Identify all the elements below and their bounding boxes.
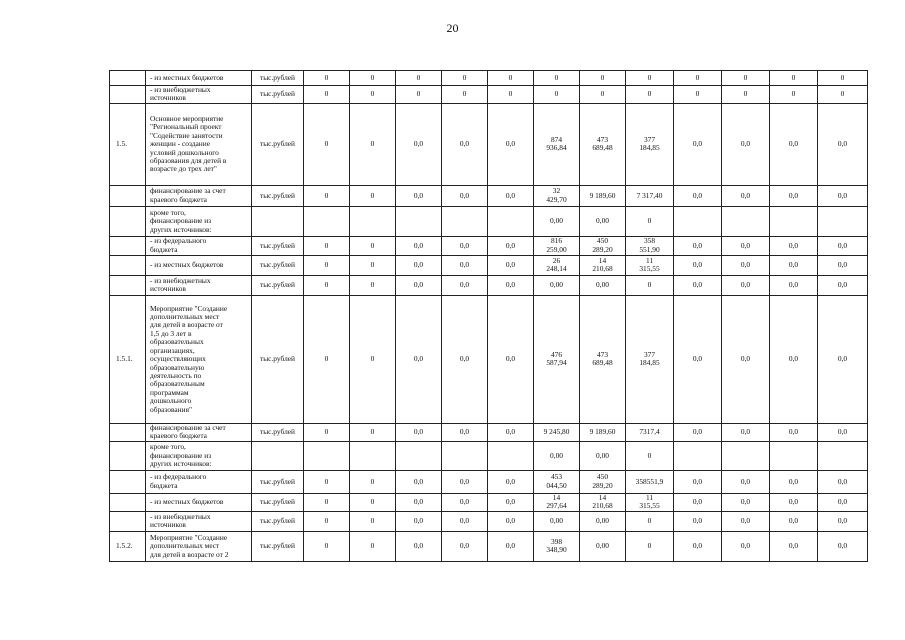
value-cell: 0,0 <box>442 511 488 531</box>
value-cell: 358551,9 <box>626 470 674 493</box>
value-cell: 0 <box>626 206 674 236</box>
value-cell: 0 <box>350 470 396 493</box>
value-cell: 11 315,55 <box>626 255 674 275</box>
budget-table <box>109 70 868 562</box>
value-cell: 0,00 <box>534 511 580 531</box>
value-cell: 358 551,90 <box>626 236 674 255</box>
row-number-cell <box>110 71 146 86</box>
value-cell: 0 <box>626 71 674 86</box>
value-cell: 7317,4 <box>626 423 674 441</box>
row-number-cell: 1.5.2. <box>110 531 146 561</box>
value-cell: 0,0 <box>818 493 868 511</box>
value-cell: 0 <box>350 255 396 275</box>
value-cell: 0 <box>818 71 868 86</box>
value-cell: 0 <box>304 236 350 255</box>
value-cell: 0 <box>626 275 674 295</box>
value-cell: 0,0 <box>722 531 770 561</box>
value-cell <box>442 206 488 236</box>
unit-cell: тыс.рублей <box>252 236 304 255</box>
value-cell: 0 <box>626 531 674 561</box>
value-cell: 0 <box>350 511 396 531</box>
table-row <box>110 255 868 275</box>
value-cell: 0 <box>304 531 350 561</box>
page-number: 20 <box>446 21 459 35</box>
value-cell <box>674 206 722 236</box>
value-cell: 0,0 <box>722 493 770 511</box>
value-cell: 0 <box>350 531 396 561</box>
value-cell: 0,0 <box>488 185 534 206</box>
value-cell: 0,0 <box>396 255 442 275</box>
value-cell: 0,0 <box>488 511 534 531</box>
value-cell: 0 <box>350 275 396 295</box>
value-cell: 0,0 <box>770 275 818 295</box>
value-cell: 0,0 <box>488 103 534 185</box>
value-cell: 0,0 <box>818 423 868 441</box>
value-cell: 9 189,60 <box>580 423 626 441</box>
value-cell <box>722 206 770 236</box>
row-number-cell <box>110 275 146 295</box>
value-cell: 0,0 <box>488 470 534 493</box>
unit-cell: тыс.рублей <box>252 511 304 531</box>
value-cell: 0,00 <box>580 511 626 531</box>
row-name-cell: - из внебюджетных источников <box>146 275 252 295</box>
value-cell <box>674 441 722 470</box>
value-cell: 0 <box>304 511 350 531</box>
table-row <box>110 493 868 511</box>
value-cell: 0,0 <box>722 185 770 206</box>
value-cell: 0 <box>442 86 488 104</box>
row-name-cell: - из местных бюджетов <box>146 255 252 275</box>
value-cell: 0 <box>304 493 350 511</box>
value-cell: 0 <box>722 86 770 104</box>
value-cell: 0,0 <box>818 531 868 561</box>
unit-cell: тыс.рублей <box>252 531 304 561</box>
row-name-cell: кроме того, финансирование из других источников: <box>146 206 252 236</box>
value-cell: 450 289,20 <box>580 236 626 255</box>
table-row <box>110 441 868 470</box>
value-cell: 0 <box>626 441 674 470</box>
value-cell: 0 <box>304 470 350 493</box>
row-number-cell <box>110 493 146 511</box>
value-cell: 9 245,80 <box>534 423 580 441</box>
value-cell: 0,0 <box>818 236 868 255</box>
row-name-cell: Мероприятие "Создание дополнительных мест для детей в возрасте от 1,5 до 3 лет в образовательных организациях, осуществляющих образовательную деятельность по образовательным программам дошкольного образования" <box>146 295 252 423</box>
value-cell: 0,0 <box>770 185 818 206</box>
row-name-cell: кроме того, финансирование из других источников: <box>146 441 252 470</box>
value-cell <box>396 206 442 236</box>
value-cell: 0 <box>770 86 818 104</box>
value-cell: 0,0 <box>770 511 818 531</box>
row-name-cell: - из федерального бюджета <box>146 470 252 493</box>
value-cell: 0 <box>350 103 396 185</box>
value-cell <box>488 441 534 470</box>
value-cell: 0,0 <box>396 103 442 185</box>
row-number-cell: 1.5.1. <box>110 295 146 423</box>
value-cell: 0,00 <box>580 441 626 470</box>
value-cell: 11 315,55 <box>626 493 674 511</box>
value-cell: 450 289,20 <box>580 470 626 493</box>
value-cell <box>350 441 396 470</box>
value-cell: 0 <box>304 86 350 104</box>
table-row <box>110 275 868 295</box>
value-cell: 0,0 <box>674 493 722 511</box>
value-cell: 0 <box>304 185 350 206</box>
value-cell: 0 <box>350 423 396 441</box>
value-cell: 0 <box>304 295 350 423</box>
value-cell: 0,0 <box>442 470 488 493</box>
value-cell: 0,0 <box>674 103 722 185</box>
value-cell: 14 210,68 <box>580 493 626 511</box>
row-number-cell <box>110 470 146 493</box>
value-cell: 0 <box>674 71 722 86</box>
unit-cell: тыс.рублей <box>252 103 304 185</box>
table-row <box>110 71 868 86</box>
row-name-cell: - из местных бюджетов <box>146 71 252 86</box>
value-cell: 0,0 <box>488 493 534 511</box>
value-cell: 0 <box>770 71 818 86</box>
value-cell: 0,0 <box>674 511 722 531</box>
row-number-cell <box>110 185 146 206</box>
value-cell: 14 210,68 <box>580 255 626 275</box>
value-cell: 0 <box>396 71 442 86</box>
value-cell <box>818 206 868 236</box>
value-cell: 0 <box>488 71 534 86</box>
table-row <box>110 511 868 531</box>
value-cell: 0 <box>674 86 722 104</box>
value-cell: 473 689,48 <box>580 103 626 185</box>
value-cell: 0,0 <box>442 236 488 255</box>
value-cell: 0,0 <box>770 470 818 493</box>
unit-cell: тыс.рублей <box>252 470 304 493</box>
value-cell: 0,0 <box>488 275 534 295</box>
table-row <box>110 103 868 185</box>
value-cell: 0,0 <box>722 255 770 275</box>
value-cell: 0,0 <box>722 423 770 441</box>
value-cell: 0,0 <box>488 255 534 275</box>
value-cell: 9 189,60 <box>580 185 626 206</box>
value-cell: 26 248,14 <box>534 255 580 275</box>
value-cell <box>350 206 396 236</box>
value-cell: 0,0 <box>396 470 442 493</box>
value-cell: 0,0 <box>722 295 770 423</box>
value-cell: 0,0 <box>396 236 442 255</box>
value-cell: 0 <box>534 71 580 86</box>
table-row <box>110 236 868 255</box>
value-cell: 0 <box>304 103 350 185</box>
value-cell: 0 <box>442 71 488 86</box>
value-cell: 0,0 <box>770 531 818 561</box>
table-row <box>110 295 868 423</box>
row-number-cell <box>110 236 146 255</box>
value-cell: 0 <box>818 86 868 104</box>
value-cell: 0,0 <box>770 493 818 511</box>
value-cell <box>770 441 818 470</box>
unit-cell: тыс.рублей <box>252 185 304 206</box>
value-cell: 0,0 <box>722 511 770 531</box>
value-cell: 0,0 <box>674 295 722 423</box>
value-cell: 0,0 <box>396 423 442 441</box>
value-cell: 0,0 <box>722 470 770 493</box>
value-cell: 0,0 <box>674 531 722 561</box>
row-number-cell <box>110 511 146 531</box>
value-cell: 0 <box>350 71 396 86</box>
value-cell <box>442 441 488 470</box>
value-cell: 0,0 <box>722 236 770 255</box>
value-cell: 7 317,40 <box>626 185 674 206</box>
value-cell <box>722 441 770 470</box>
table-row <box>110 185 868 206</box>
value-cell <box>488 206 534 236</box>
value-cell: 0,00 <box>534 275 580 295</box>
value-cell: 0,0 <box>770 236 818 255</box>
unit-cell: тыс.рублей <box>252 493 304 511</box>
value-cell <box>396 441 442 470</box>
unit-cell: тыс.рублей <box>252 71 304 86</box>
value-cell: 0,0 <box>770 103 818 185</box>
value-cell: 32 429,70 <box>534 185 580 206</box>
value-cell: 0,0 <box>818 470 868 493</box>
value-cell: 0,0 <box>396 295 442 423</box>
value-cell: 0 <box>304 275 350 295</box>
value-cell: 0,0 <box>818 511 868 531</box>
value-cell: 0,00 <box>534 206 580 236</box>
value-cell: 0,0 <box>442 255 488 275</box>
table-row <box>110 206 868 236</box>
value-cell: 816 259,00 <box>534 236 580 255</box>
value-cell: 0,0 <box>488 236 534 255</box>
value-cell: 0,0 <box>396 275 442 295</box>
value-cell: 0,0 <box>488 531 534 561</box>
value-cell: 0,0 <box>488 295 534 423</box>
row-name-cell: - из внебюджетных источников <box>146 511 252 531</box>
value-cell: 14 297,64 <box>534 493 580 511</box>
value-cell: 0,0 <box>770 295 818 423</box>
value-cell: 0,0 <box>442 295 488 423</box>
value-cell: 0 <box>580 71 626 86</box>
value-cell: 453 044,50 <box>534 470 580 493</box>
row-number-cell <box>110 86 146 104</box>
value-cell: 0,0 <box>818 255 868 275</box>
value-cell: 0 <box>534 86 580 104</box>
value-cell: 0,0 <box>674 423 722 441</box>
value-cell: 0,0 <box>442 185 488 206</box>
value-cell: 0 <box>350 493 396 511</box>
value-cell: 476 587,94 <box>534 295 580 423</box>
value-cell: 473 689,48 <box>580 295 626 423</box>
value-cell: 0,00 <box>534 441 580 470</box>
row-number-cell <box>110 206 146 236</box>
value-cell: 0,0 <box>442 531 488 561</box>
value-cell: 0,0 <box>674 185 722 206</box>
row-number-cell <box>110 441 146 470</box>
value-cell: 0,0 <box>674 275 722 295</box>
value-cell: 0 <box>580 86 626 104</box>
row-name-cell: Основное мероприятие "Региональный проект "Содействие занятости женщин - создание условий дошкольного образования для детей в возрасте до трех лет" <box>146 103 252 185</box>
value-cell: 0 <box>722 71 770 86</box>
value-cell: 0,0 <box>770 255 818 275</box>
unit-cell: тыс.рублей <box>252 86 304 104</box>
value-cell: 0,0 <box>396 531 442 561</box>
value-cell: 0,0 <box>442 275 488 295</box>
value-cell: 377 184,85 <box>626 103 674 185</box>
value-cell: 0 <box>350 236 396 255</box>
value-cell: 0 <box>304 71 350 86</box>
value-cell: 0,0 <box>396 185 442 206</box>
value-cell: 0,0 <box>770 423 818 441</box>
value-cell: 0,0 <box>674 470 722 493</box>
value-cell: 0,0 <box>396 511 442 531</box>
unit-cell <box>252 441 304 470</box>
row-name-cell: Мероприятие "Создание дополнительных мест для детей в возрасте от 2 <box>146 531 252 561</box>
value-cell: 0 <box>304 255 350 275</box>
value-cell <box>304 441 350 470</box>
row-number-cell <box>110 255 146 275</box>
row-name-cell: - из внебюджетных источников <box>146 86 252 104</box>
value-cell: 0,0 <box>722 103 770 185</box>
value-cell: 0 <box>350 86 396 104</box>
table-row <box>110 531 868 561</box>
table-row <box>110 470 868 493</box>
value-cell: 377 184,85 <box>626 295 674 423</box>
value-cell: 398 348,90 <box>534 531 580 561</box>
value-cell: 874 936,84 <box>534 103 580 185</box>
value-cell: 0 <box>488 86 534 104</box>
row-name-cell: финансирование за счет краевого бюджета <box>146 423 252 441</box>
value-cell: 0,00 <box>580 531 626 561</box>
row-name-cell: - из федерального бюджета <box>146 236 252 255</box>
value-cell: 0,00 <box>580 275 626 295</box>
value-cell <box>818 441 868 470</box>
table-row <box>110 86 868 104</box>
table-row <box>110 423 868 441</box>
value-cell: 0,0 <box>396 493 442 511</box>
value-cell: 0,0 <box>818 185 868 206</box>
value-cell: 0,0 <box>674 236 722 255</box>
row-number-cell <box>110 423 146 441</box>
value-cell: 0,0 <box>442 423 488 441</box>
value-cell: 0,00 <box>580 206 626 236</box>
value-cell: 0,0 <box>488 423 534 441</box>
value-cell: 0,0 <box>818 295 868 423</box>
value-cell: 0 <box>350 295 396 423</box>
value-cell: 0 <box>304 423 350 441</box>
value-cell: 0,0 <box>442 493 488 511</box>
value-cell: 0 <box>626 86 674 104</box>
unit-cell: тыс.рублей <box>252 423 304 441</box>
value-cell: 0 <box>626 511 674 531</box>
row-name-cell: - из местных бюджетов <box>146 493 252 511</box>
unit-cell: тыс.рублей <box>252 275 304 295</box>
value-cell <box>770 206 818 236</box>
unit-cell: тыс.рублей <box>252 295 304 423</box>
unit-cell: тыс.рублей <box>252 255 304 275</box>
row-name-cell: финансирование за счет краевого бюджета <box>146 185 252 206</box>
value-cell: 0,0 <box>818 275 868 295</box>
value-cell: 0 <box>396 86 442 104</box>
unit-cell <box>252 206 304 236</box>
budget-table-body <box>110 71 868 562</box>
value-cell <box>304 206 350 236</box>
row-number-cell: 1.5. <box>110 103 146 185</box>
value-cell: 0,0 <box>818 103 868 185</box>
value-cell: 0,0 <box>722 275 770 295</box>
value-cell: 0,0 <box>442 103 488 185</box>
value-cell: 0 <box>350 185 396 206</box>
value-cell: 0,0 <box>674 255 722 275</box>
